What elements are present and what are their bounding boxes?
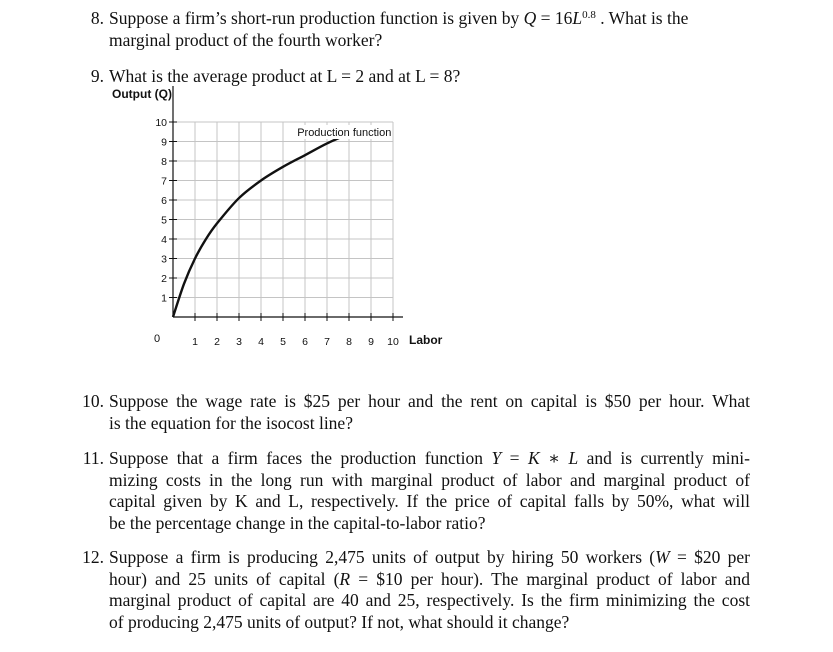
y-tick-label: 8 — [161, 156, 167, 168]
math-var: W — [655, 547, 670, 567]
y-tick-label: 1 — [161, 292, 167, 305]
x-tick-label: 10 — [387, 336, 399, 348]
question-text-line — [109, 569, 750, 591]
question-text-line — [109, 8, 750, 30]
series-label: Production function — [297, 127, 392, 139]
text-span: Suppose a firm is producing 2,475 units of output by hiring 50 workers ( — [109, 547, 656, 567]
y-axis-label: Output (Q) — [112, 87, 172, 101]
question-text-line — [109, 448, 750, 470]
x-tick-label: 3 — [236, 336, 242, 348]
math-text: = — [501, 448, 528, 468]
question-text-line: be the percentage change in the capital-to-labor ratio? — [109, 512, 486, 533]
math-var: R — [339, 568, 351, 589]
text-span: Suppose a firm’s short-run production function is given by — [109, 8, 524, 28]
text-span: = $10 per hour). The marginal product of labor and — [350, 568, 750, 589]
chart-axes — [173, 86, 403, 317]
math-var: K — [527, 448, 540, 468]
text-span: Suppose that a firm faces the production function — [109, 448, 492, 468]
question-number: 11. — [82, 448, 104, 468]
question-text-line: marginal product of the fourth worker? — [109, 29, 383, 50]
math-text: = 16 — [536, 8, 573, 28]
y-tick-label: 6 — [161, 195, 167, 207]
x-axis-label: Labor — [409, 333, 443, 347]
math-var: L — [572, 8, 583, 28]
question-text-line: marginal product of capital are 40 and 25, respectively. Is the firm minimizing the cost — [109, 590, 750, 610]
x-tick-label: 1 — [192, 336, 198, 348]
question-text-line: of producing 2,475 units of output? If not, what should it change? — [109, 611, 570, 632]
math-exponent: 0.8 — [582, 9, 596, 21]
x-tick-label: 6 — [302, 336, 308, 348]
y-tick-label: 4 — [161, 234, 167, 246]
question-number: 9. — [90, 66, 104, 86]
x-tick-label: 5 — [280, 336, 286, 348]
chart-grid — [173, 122, 393, 317]
y-tick-label: 10 — [155, 117, 167, 129]
origin-label: 0 — [153, 333, 161, 345]
production-function-chart — [100, 82, 450, 372]
y-tick-label: 7 — [161, 175, 167, 188]
y-tick-label: 5 — [161, 214, 167, 227]
x-tick-label: 2 — [214, 336, 220, 348]
question-text-line: capital given by K and L, respectively. If the price of capital falls by 50%, what will — [109, 491, 750, 511]
text-span: . What is the — [595, 8, 689, 28]
question-text-line: is the equation for the isocost line? — [109, 412, 353, 433]
y-tick-label: 2 — [161, 273, 167, 285]
text-span: = $20 per — [669, 547, 750, 567]
x-tick-label: 8 — [346, 336, 352, 348]
question-text-line: mizing costs in the long run with marginal product of labor and marginal product of — [109, 469, 750, 490]
text-span: and is currently mini- — [578, 448, 750, 468]
y-tick-label: 9 — [161, 136, 167, 149]
x-tick-label: 9 — [368, 336, 374, 348]
question-number: 12. — [82, 547, 104, 567]
question-text-line: Suppose the wage rate is $25 per hour and the rent on capital is $50 per hour. What — [109, 391, 750, 411]
question-number: 8. — [90, 8, 104, 28]
question-number: 10. — [82, 391, 104, 411]
math-var: L — [568, 448, 579, 468]
text-span: hour) and 25 units of capital ( — [109, 568, 340, 589]
x-tick-label: 4 — [258, 336, 264, 348]
math-var: Y — [491, 448, 502, 468]
y-tick-label: 3 — [161, 253, 167, 266]
question-text-line: What is the average product at L = 2 and at L = 8? — [109, 66, 461, 86]
x-tick-label: 7 — [324, 336, 330, 348]
math-text: ∗ — [539, 448, 569, 468]
chart-ticks — [155, 117, 399, 348]
question-text-line — [109, 547, 750, 569]
math-var: Q — [523, 8, 537, 28]
